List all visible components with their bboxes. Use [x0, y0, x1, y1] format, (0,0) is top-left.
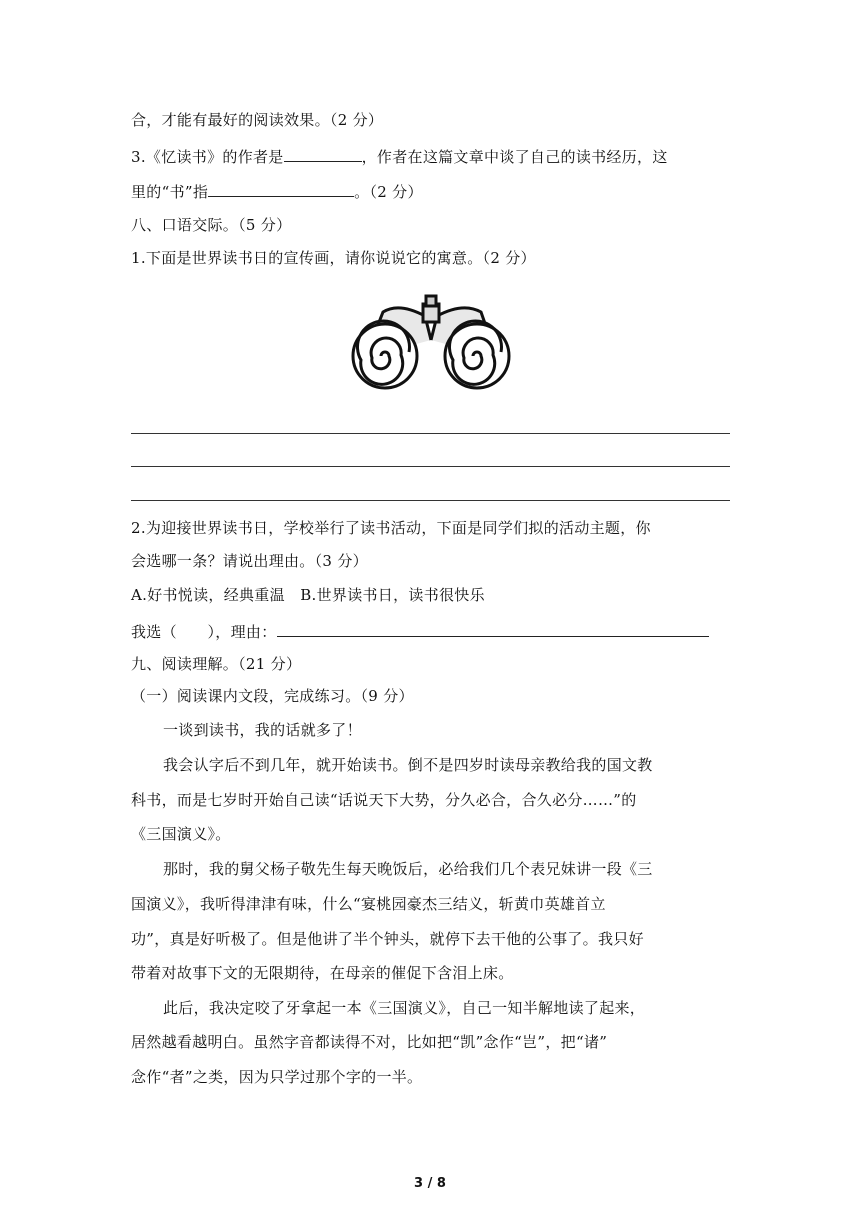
- choice-reason-label: 我选（ ），理由：: [131, 623, 277, 641]
- question-3-text-d: 。（2 分）: [354, 183, 423, 201]
- question-3-line-2: [131, 180, 423, 202]
- section-8-heading: 八、口语交际。（5 分）: [131, 216, 292, 234]
- passage-paragraph-3-line-4: 带着对故事下文的无限期待，在母亲的催促下含泪上床。: [131, 964, 514, 982]
- answer-line-3[interactable]: [131, 500, 730, 501]
- passage-paragraph-4-line-1: 此后，我决定咬了牙拿起一本《三国演义》，自己一知半解地读了起来，: [163, 999, 646, 1017]
- section-9-heading: 九、阅读理解。（21 分）: [131, 655, 302, 673]
- question-2-options: A.好书悦读，经典重温 B.世界读书日，读书很快乐: [131, 586, 485, 604]
- text-line-1: 合，才能有最好的阅读效果。（2 分）: [131, 111, 384, 129]
- passage-paragraph-4-line-2: 居然越看越明白。虽然字音都读得不对，比如把“凯”念作“岂”，把“诸”: [131, 1033, 608, 1051]
- section-8-question-2-line-1: 2.为迎接世界读书日，学校举行了读书活动，下面是同学们拟的活动主题，你: [131, 519, 651, 537]
- question-3-text-c: 里的“书”指: [131, 183, 209, 201]
- answer-line-2[interactable]: [131, 466, 730, 467]
- passage-paragraph-2-line-2: 科书，而是七岁时开始自己读“话说天下大势，分久必合，合久必分……”的: [131, 791, 637, 809]
- book-binoculars-icon: [343, 290, 519, 390]
- section-8-question-1: 1.下面是世界读书日的宣传画，请你说说它的寓意。（2 分）: [131, 249, 536, 267]
- passage-paragraph-2-line-3: 《三国演义》。: [131, 825, 231, 843]
- page-number: 3 / 8: [414, 1176, 446, 1191]
- passage-paragraph-2-line-1: 我会认字后不到几年，就开始读书。倒不是四岁时读母亲教给我的国文教: [163, 756, 653, 774]
- part-1-heading: （一）阅读课内文段，完成练习。（9 分）: [131, 687, 414, 705]
- author-blank[interactable]: [284, 145, 362, 162]
- passage-paragraph-3-line-1: 那时，我的舅父杨子敬先生每天晚饭后，必给我们几个表兄妹讲一段《三: [163, 860, 653, 878]
- reason-blank[interactable]: [277, 620, 709, 637]
- question-3-text-a: 3.《忆读书》的作者是: [131, 148, 284, 166]
- question-3-text-b: ，作者在这篇文章中谈了自己的读书经历，这: [361, 148, 668, 166]
- choice-reason-line: [131, 620, 709, 642]
- section-8-question-2-line-2: 会选哪一条？请说出理由。（3 分）: [131, 552, 368, 570]
- passage-paragraph-1: 一谈到读书，我的话就多了！: [163, 721, 362, 739]
- question-3-line-1: [131, 145, 668, 167]
- passage-paragraph-3-line-2: 国演义》，我听得津津有味，什么“宴桃园豪杰三结义，斩黄巾英雄首立: [131, 895, 606, 913]
- passage-paragraph-4-line-3: 念作“者”之类，因为只学过那个字的一半。: [131, 1068, 423, 1086]
- passage-paragraph-3-line-3: 功”，真是好听极了。但是他讲了半个钟头，就停下去干他的公事了。我只好: [131, 930, 644, 948]
- answer-line-1[interactable]: [131, 433, 730, 434]
- book-meaning-blank[interactable]: [208, 180, 354, 197]
